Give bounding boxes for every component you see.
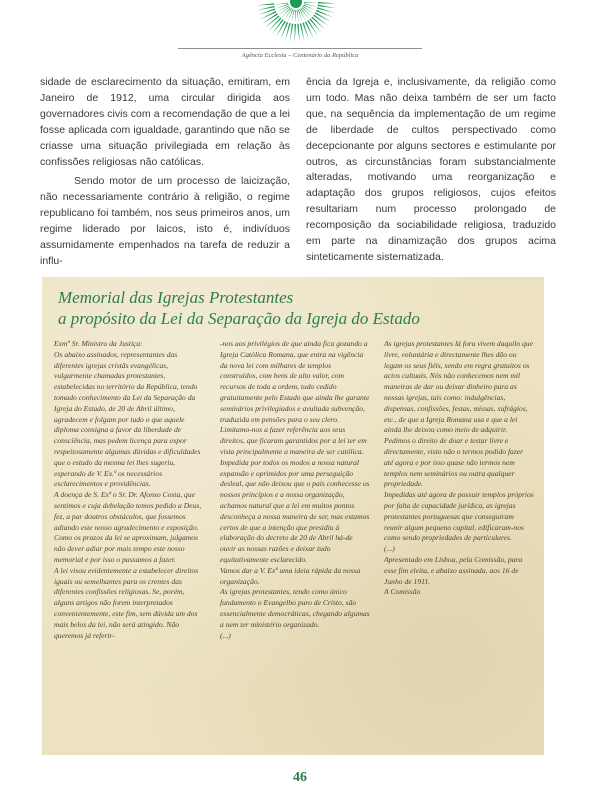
- logo-ray: [297, 24, 299, 42]
- logo-ray: [316, 10, 333, 18]
- memorial-paragraph: As igrejas protestantes, tendo como único fundamento o Evangelho puro de Cristo, são essencialmente democráticas, chegando algumas a nem ter ministério organizado.: [220, 587, 370, 629]
- memorial-box: [42, 277, 544, 755]
- header-rule: [178, 48, 422, 49]
- logo-ray: [302, 7, 313, 17]
- memorial-paragraph: Impedidas até agora de possuir templos próprios por falta de capacidade jurídica, as igrejas protestantes portuguesas que conseguiram reunir algum pequeno capital, edificaram-nos como sendo propriedades de particulares.: [384, 490, 534, 543]
- logo-ray: [274, 3, 288, 5]
- memorial-paragraph: Vamos dar a V. Exª uma ideia rápida da nossa organização.: [220, 565, 361, 586]
- logo-ray: [281, 8, 291, 19]
- memorial-paragraph: A Comissão: [384, 587, 421, 597]
- memorial-column-1: [54, 339, 206, 641]
- logo-ray: [295, 10, 296, 24]
- memorial-paragraph: Pedimos o direito de doar e testar livre e directamente, visto não o termos podido fazer até agora e por isso quase não termos nem templos nem seminários ou outra qualquer propriedade.: [384, 436, 524, 489]
- memorial-title: [58, 287, 420, 329]
- body-paragraph: sidade de esclarecimento da situação, emitiram, em Janeiro de 1912, uma circular dirigida aos governadores civis com a recomendação de que a lei fosse aplicada com igualdade, garantindo que não se criasse uma situação privilegiada em relação às confissões religiosas não católicas.: [40, 76, 290, 168]
- logo-ray: [260, 11, 277, 19]
- logo-ray: [295, 24, 296, 42]
- body-column-right: [306, 75, 556, 266]
- logo-ray: [275, 4, 288, 9]
- memorial-column-2: [220, 339, 370, 641]
- memorial-title-line1: Memorial das Igrejas Protestantes: [58, 288, 294, 307]
- body-paragraph: ência da Igreja e, inclusivamente, da religião como um todo. Mas não deixa também de ser um facto que, na sequência da implementação de um regime de liberdade de cultos perspectivado como decepcionante por alguns sectores e estimulante por outros, as circunstâncias foram substancialmente alteradas, motivando uma reorganização e adaptação dos grupos religiosos, cujos efeitos resultariam num processo prolongado de recomposição da sociabilidade religiosa, traduzido em parte na dinamização dos grupos acima sinteticamente sistematizada.: [306, 76, 556, 263]
- logo-ray: [305, 21, 313, 38]
- logo-ray: [297, 10, 299, 24]
- memorial-paragraph: -nos aos privilégios de que ainda fica gozando a Igreja Católica Romana, que entra na vigência da nova lei com milhares de templos construídos, com bens de alto valor, com recursos de toda a ordem, tudo cedido gratuitamente pelo Estado que ainda lhe garante seminários privilegiados e avultada subvenção, traduzida em pensões para o seu clero. Limitamo-nos a fazer referência aos seus direitos, que ficaram garantidos por a lei ter em vista principalmente a maneira de ser católica.: [220, 339, 370, 456]
- body-paragraph: Sendo motor de um processo de laicização, não necessariamente contrário à religião, o regime republicano foi também, nos seus primeiros anos, um regime liderado por laicos, isto é, indivíduos assumidamente empenhados na tarefa de reduzir a influ-: [40, 175, 290, 267]
- logo-center: [290, 0, 302, 8]
- memorial-paragraph: As igrejas protestantes lá fora vivem daquilo que livre, voluntária e directamente lhes dão ou legam os seus fiéis, sendo em regra gratuitos os actos cultuais. Nós não conhecemos nem mil maneiras de dar ou deixar dinheiro para as nossas igrejas, tais como: indulgências, dispensas, confissões, festas, missas, sufrágios, etc., de que a Igreja Romana usa e que a lei ainda lhe deixou como meio de adquirir.: [384, 339, 533, 435]
- running-header: Agência Ecclesia – Centenário da República: [241, 52, 359, 59]
- logo-ray: [298, 10, 303, 23]
- memorial-paragraph: Apresentado em Lisboa, pela Comissão, para esse fim eleita, e abaixo assinada, aos 16 de Junho de 1911.: [384, 554, 523, 586]
- memorial-paragraph: (...): [384, 544, 395, 554]
- logo-ray: [318, 5, 336, 8]
- logo-ray: [256, 3, 274, 5]
- memorial-paragraph: (...): [220, 630, 231, 640]
- memorial-column-3: [384, 339, 534, 598]
- memorial-paragraph: Impedida por todos os modos a nossa natural expansão e oprimidos por uma perseguição desleal, que não deixou que o país conhecesse os nossos princípios e a nossa organização, achamos natural que a lei em muitos pontos desconheça a nossa maneira de ser, mas estamos certos de que a intenção que presidiu à elaboração do decreto de 20 de Abril há-de ouvir as nossas razões e deixar tudo equitativamente esclarecido.: [220, 457, 370, 564]
- logo-ray: [318, 2, 336, 3]
- centenary-logo-icon: [254, 0, 338, 44]
- logo-ray: [290, 24, 293, 42]
- memorial-paragraph: A lei visou evidentemente a estabelecer direitos iguais ou semelhantes para os crentes das diferentes confissões religiosas. Se, porém, alguns artigos não forem interpretados convenientemente, este fim, sem dúvida um dos mais belos da lei, não será atingido. Não queremos já referir-: [54, 565, 199, 640]
- memorial-title-line2: a propósito da Lei da Separação da Igreja do Estado: [58, 309, 420, 328]
- memorial-paragraph: A doença de S. Exª o Sr. Dr. Afonso Costa, que sentimos e cuja debelação temos pedido a Deus, fez, a par doutros obstáculos, que fossemos adiando este nosso agradecimento e exposição. Como os prazos da lei se aproximam, julgamos não dever adiar por mais tempo este nosso memorial e por isso o passamos a fazer.: [54, 490, 202, 564]
- memorial-paragraph: Exmº Sr. Ministro da Justiça:: [54, 339, 143, 348]
- body-column-left: [40, 75, 290, 270]
- page-number: 46: [293, 770, 307, 785]
- logo-ray: [304, 2, 318, 3]
- memorial-paragraph: Os abaixo assinados, representantes das diferentes igrejas cristãs evangélicas, vulgarmente chamadas protestantes, estabelecidas no território da República, tendo tomado conhecimento da Lei da Separação da Igreja do Estado, de 20 de Abril último, agradecem e folgam por tudo o que aquele diploma consigna a favor da liberdade de consciência, mas pedem licença para expor respeitosamente algumas dúvidas e dificuldades que o estudo da mesma lei lhes sugeriu, esperando de V. Ex.ª os necessários esclarecimentos e providências.: [54, 349, 201, 489]
- logo-ray: [281, 22, 289, 39]
